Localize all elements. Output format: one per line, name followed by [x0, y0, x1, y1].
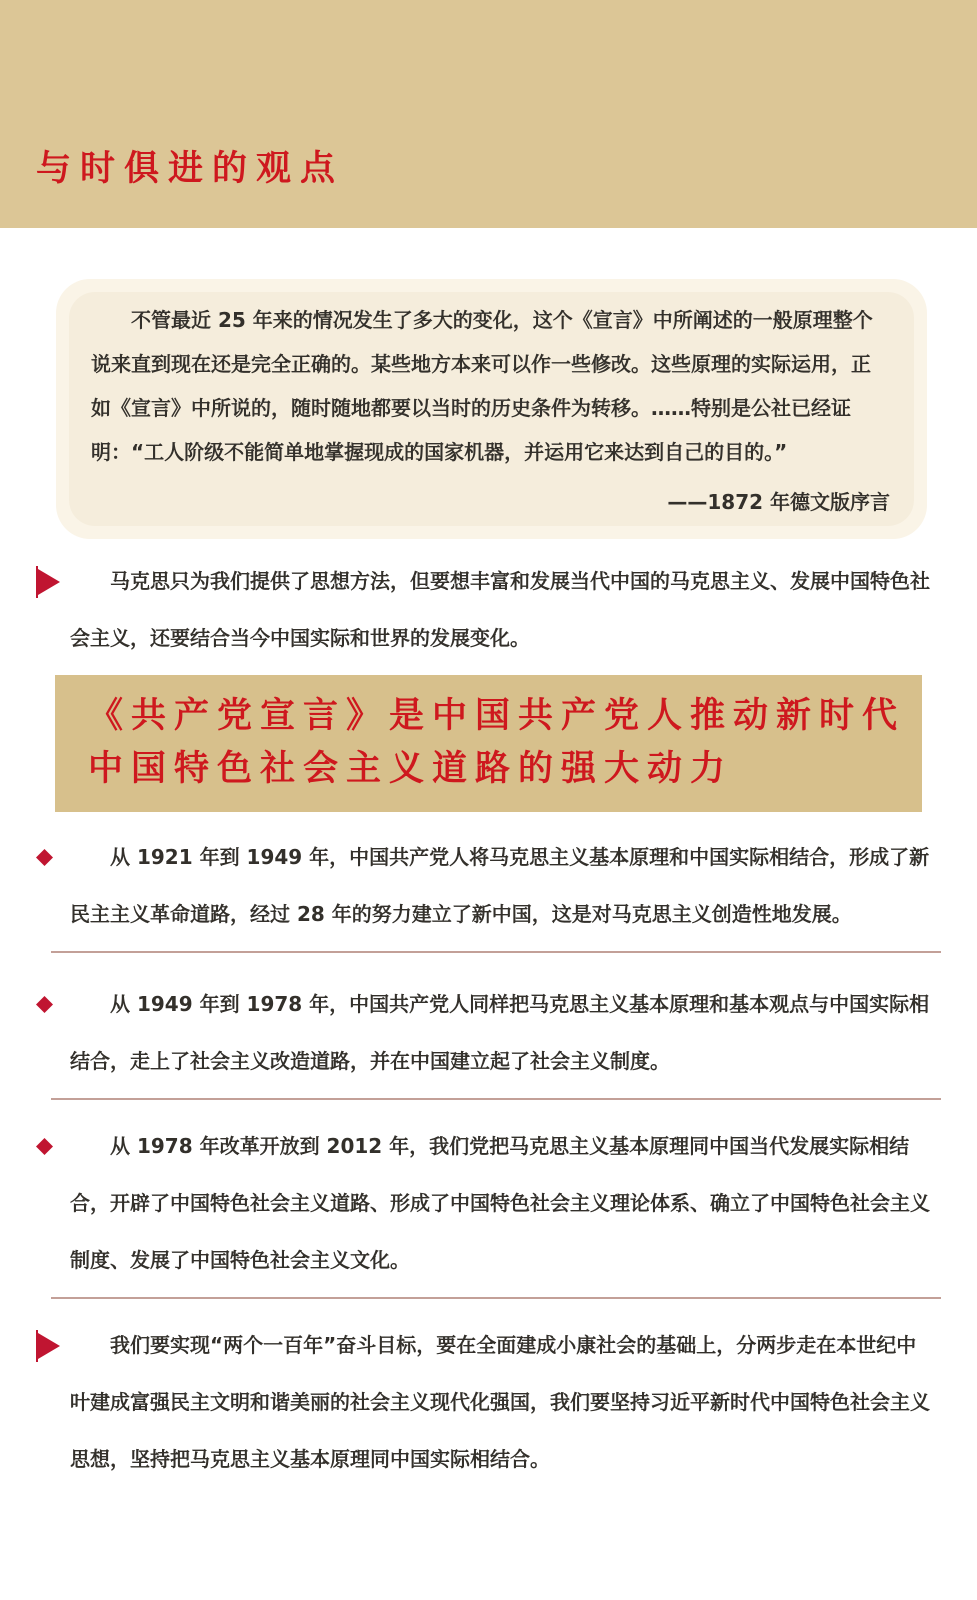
diamond-bullet-icon	[36, 849, 53, 866]
diamond-bullet-icon	[36, 1138, 53, 1155]
quote-attribution: ——1872 年德文版序言	[667, 490, 890, 514]
intro-paragraph	[0, 553, 977, 667]
arrow-bullet-icon	[36, 1330, 62, 1362]
page-title: 与时俱进的观点	[36, 149, 345, 189]
point-1921-1949	[0, 829, 977, 943]
quote-text: 不管最近 25 年来的情况发生了多大的变化，这个《宣言》中所阐述的一般原理整个说来直到现在还是完全正确的。某些地方本来可以作一些修改。这些原理的实际运用，正如《宣言》中所说的，随时随地都要以当时的历史条件为转移。……特别是公社已经证明：“工人阶级不能简单地掌握现成的国家机器，并运用它来达到自己的目的。”	[91, 308, 873, 464]
banner-line-1: 《共产党宣言》是中国共产党人推动新时代	[88, 696, 906, 736]
point-1949-1978-text: 从 1949 年到 1978 年，中国共产党人同样把马克思主义基本原理和基本观点与中国实际相结合，走上了社会主义改造道路，并在中国建立起了社会主义制度。	[70, 992, 930, 1073]
quote-card	[56, 279, 927, 539]
quote-card-inner	[69, 292, 914, 526]
point-1921-1949-text: 从 1921 年到 1949 年，中国共产党人将马克思主义基本原理和中国实际相结合，形成了新民主主义革命道路，经过 28 年的努力建立了新中国，这是对马克思主义创造性地发展。	[70, 845, 930, 926]
point-1978-2012	[0, 1118, 977, 1289]
section-banner	[55, 675, 922, 812]
diamond-bullet-icon	[36, 996, 53, 1013]
intro-paragraph-text: 马克思只为我们提供了思想方法，但要想丰富和发展当代中国的马克思主义、发展中国特色社会主义，还要结合当今中国实际和世界的发展变化。	[70, 569, 930, 650]
header-band	[0, 0, 977, 228]
closing-paragraph-text: 我们要实现“两个一百年”奋斗目标，要在全面建成小康社会的基础上，分两步走在本世纪中叶建成富强民主文明和谐美丽的社会主义现代化强国，我们要坚持习近平新时代中国特色社会主义思想，坚持把马克思主义基本原理同中国实际相结合。	[70, 1333, 930, 1471]
point-1949-1978	[0, 976, 977, 1090]
closing-paragraph	[0, 1317, 977, 1488]
banner-line-2: 中国特色社会主义道路的强大动力	[88, 749, 734, 789]
arrow-bullet-icon	[36, 566, 62, 598]
point-1978-2012-text: 从 1978 年改革开放到 2012 年，我们党把马克思主义基本原理同中国当代发展实际相结合，开辟了中国特色社会主义道路、形成了中国特色社会主义理论体系、确立了中国特色社会主义制度、发展了中国特色社会主义文化。	[70, 1134, 930, 1272]
divider	[51, 1297, 941, 1299]
divider	[51, 951, 941, 953]
divider	[51, 1098, 941, 1100]
